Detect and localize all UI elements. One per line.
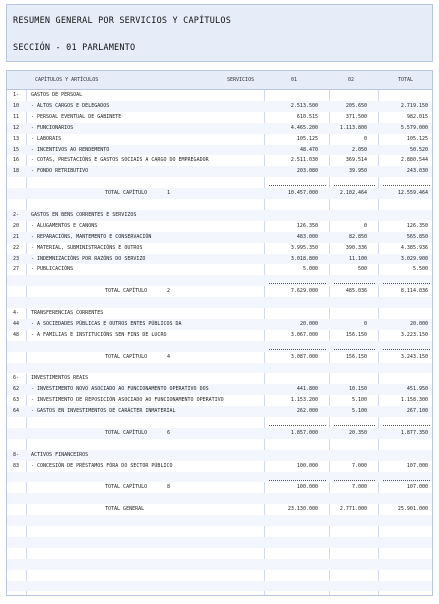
table-header: [7, 71, 432, 90]
dotted-rule: [334, 425, 375, 426]
empty-row: [7, 581, 432, 592]
chapter-number: 6: [167, 429, 171, 436]
value-total: 5.579.000: [400, 124, 428, 131]
value-col-02: 205.650: [345, 102, 367, 109]
chapter-number: 8: [167, 484, 171, 491]
value-total: 3.223.150: [400, 331, 428, 338]
row-description: - FUNCIONARIOS: [31, 124, 74, 131]
row-code: 12: [13, 124, 20, 131]
dotted-rule: [334, 283, 375, 284]
value-col-02: 7.000: [351, 462, 367, 469]
value-col-01: 3.087.000: [290, 353, 318, 360]
row-description: TRANSFERENCIAS CORRENTES: [31, 310, 104, 316]
row-description: ACTIVOS FINANCEIROS: [31, 451, 89, 458]
table-row: [7, 450, 432, 461]
dotted-rule: [383, 185, 430, 186]
value-col-01: 100.000: [296, 484, 318, 491]
dotted-rule: [383, 425, 430, 426]
table-row: [7, 155, 432, 166]
empty-row: [7, 570, 432, 581]
empty-row: [7, 515, 432, 526]
section-title: SECCIÓN - 01 PARLAMENTO: [13, 43, 136, 53]
value-col-02: 20.350: [348, 429, 367, 436]
row-description: - GASTOS EN INVESTIMENTOS DE CARÁCTER INMATERIAL: [31, 408, 176, 415]
empty-row: [7, 548, 432, 559]
row-code: 83: [13, 462, 20, 469]
value-col-02: 39.950: [348, 168, 367, 175]
value-col-01: 48.470: [299, 146, 318, 153]
row-description: - ALTOS CARGOS E DELEGADOS: [31, 102, 110, 109]
value-col-01: 441.800: [296, 386, 318, 393]
row-description: - REPARACIÓNS, MANTEMENTO E CONSERVACIÓN: [31, 233, 152, 240]
value-col-02: 0: [363, 320, 367, 327]
value-total: 982.015: [406, 113, 428, 120]
value-col-01: 1.857.000: [290, 429, 318, 436]
total-label: TOTAL CAPÍTULO: [105, 353, 148, 360]
row-description: - CONCESIÓN DE PRÉSTAMOS FÓRA DO SECTOR PÚBLICO: [31, 462, 173, 469]
row-description: - INCENTIVOS AO RENDEMENTO: [31, 146, 110, 153]
row-code: 1-: [13, 92, 20, 98]
row-code: 44: [13, 320, 20, 327]
subtotal-separator: [7, 341, 432, 352]
header-col-02: 02: [348, 77, 355, 83]
row-code: 62: [13, 386, 20, 393]
dotted-rule: [269, 480, 326, 481]
value-total: 4.385.936: [400, 244, 428, 251]
value-col-01: 3.018.800: [290, 255, 318, 262]
value-col-01: 10.457.000: [287, 190, 318, 197]
total-label: TOTAL CAPÍTULO: [105, 288, 148, 295]
value-total: 126.350: [406, 222, 428, 229]
value-total: 2.719.150: [400, 102, 428, 109]
value-total: 20.000: [409, 320, 428, 327]
table-row: [7, 90, 432, 101]
value-col-01: 2.513.500: [290, 102, 318, 109]
row-code: 23: [13, 255, 20, 262]
header-capitulos: CAPÍTULOS Y ARTÍCULOS: [35, 77, 99, 83]
row-code: 18: [13, 168, 20, 175]
row-description: - A FAMILIAS E INSTITUCIÓNS SEN FINS DE LUCRO: [31, 331, 167, 338]
row-code: 16: [13, 157, 20, 164]
row-code: 2-: [13, 211, 20, 218]
value-col-01: 2.511.030: [290, 157, 318, 164]
row-code: 10: [13, 102, 20, 109]
table-row: [7, 210, 432, 221]
empty-row: [7, 537, 432, 548]
total-label: TOTAL CAPÍTULO: [105, 429, 148, 436]
value-col-01: 610.515: [296, 113, 318, 120]
value-total: 1.158.300: [400, 397, 428, 404]
dotted-rule: [269, 425, 326, 426]
value-col-02: 156.150: [345, 331, 367, 338]
report-header: [6, 4, 433, 62]
value-col-01: 3.067.000: [290, 331, 318, 338]
table-row: [7, 330, 432, 341]
value-col-02: 0: [363, 135, 367, 142]
dotted-rule: [334, 349, 375, 350]
table-row: [7, 101, 432, 112]
table-row: [7, 264, 432, 275]
value-col-02: 371.500: [345, 113, 367, 120]
value-col-01: 483.000: [296, 233, 318, 240]
table-row: [7, 308, 432, 319]
row-description: - MATERIAL, SUBMINISTRACIÓNS E OUTROS: [31, 244, 143, 251]
total-row: [7, 428, 432, 439]
total-row: [7, 482, 432, 493]
value-col-02: 11.100: [348, 255, 367, 262]
value-col-01: 1.153.200: [290, 397, 318, 404]
row-description: - FONDO RETRIBUTIVO: [31, 168, 89, 175]
value-col-02: 485.036: [345, 288, 367, 295]
value-col-01: 23.130.000: [287, 506, 318, 513]
row-code: 64: [13, 408, 20, 415]
table-row: [7, 319, 432, 330]
row-code: 20: [13, 222, 20, 229]
row-code: 48: [13, 331, 20, 338]
value-total: 107.000: [406, 484, 428, 491]
budget-table: [6, 70, 433, 596]
empty-row: [7, 526, 432, 537]
row-code: 13: [13, 135, 20, 142]
table-row: [7, 373, 432, 384]
table-row: [7, 254, 432, 265]
total-label: TOTAL CAPÍTULO: [105, 190, 148, 197]
value-total: 451.950: [406, 386, 428, 393]
report-title: RESUMEN GENERAL POR SERVICIOS Y CAPÍTULOS: [13, 16, 232, 26]
empty-row: [7, 591, 432, 596]
value-col-02: 2.102.464: [339, 190, 367, 197]
value-col-02: 10.150: [348, 386, 367, 393]
row-description: - INVESTIMENTO NOVO ASOCIADO AO FUNCIONAMENTO OPERATIVO DOS: [31, 386, 209, 393]
value-col-02: 2.771.000: [339, 506, 367, 513]
value-total: 3.029.900: [400, 255, 428, 262]
row-description: - PUBLICACIÓNS: [31, 266, 74, 273]
total-row: [7, 188, 432, 199]
value-col-02: 369.514: [345, 157, 367, 164]
value-col-01: 5.000: [302, 266, 318, 273]
dotted-rule: [383, 283, 430, 284]
value-col-02: 0: [363, 222, 367, 229]
row-code: 11: [13, 113, 20, 120]
value-total: 3.243.150: [400, 353, 428, 360]
row-description: - ALUGAMENTOS E CANONS: [31, 222, 98, 229]
dotted-rule: [334, 185, 375, 186]
value-col-02: 5.100: [351, 397, 367, 404]
dotted-rule: [269, 349, 326, 350]
subtotal-separator: [7, 177, 432, 188]
table-row: [7, 395, 432, 406]
table-row: [7, 243, 432, 254]
value-col-02: 7.000: [351, 484, 367, 491]
total-row: [7, 352, 432, 363]
value-col-02: 2.050: [351, 146, 367, 153]
row-code: 22: [13, 244, 20, 251]
subtotal-separator: [7, 472, 432, 483]
row-code: 6-: [13, 375, 20, 382]
value-total: 107.000: [406, 462, 428, 469]
empty-row: [7, 297, 432, 308]
value-col-02: 500: [357, 266, 367, 273]
row-code: 15: [13, 146, 20, 153]
table-row: [7, 166, 432, 177]
value-col-02: 5.100: [351, 408, 367, 415]
value-total: 2.880.544: [400, 157, 428, 164]
value-total: 50.520: [409, 146, 428, 153]
value-col-02: 156.150: [345, 353, 367, 360]
value-col-01: 105.125: [296, 135, 318, 142]
row-description: - A SOCIEDADES PÚBLICAS E OUTROS ENTES PÚBLICOS DA: [31, 320, 182, 327]
chapter-number: 1: [167, 190, 171, 197]
value-col-01: 3.995.350: [290, 244, 318, 251]
value-col-01: 262.000: [296, 408, 318, 415]
total-label: TOTAL GENERAL: [105, 506, 145, 513]
value-col-02: 1.113.800: [339, 124, 367, 131]
row-code: 4-: [13, 310, 20, 316]
value-col-01: 203.080: [296, 168, 318, 175]
empty-row: [7, 559, 432, 570]
value-col-01: 20.000: [299, 320, 318, 327]
row-description: - LABORAIS: [31, 135, 62, 142]
value-total: 105.125: [406, 135, 428, 142]
total-row: [7, 504, 432, 515]
table-row: [7, 232, 432, 243]
value-total: 12.559.464: [397, 190, 428, 197]
empty-row: [7, 363, 432, 374]
row-description: - INVESTIMENTO DE REPOSICIÓN ASOCIADO AO FUNCIONAMENTO OPERATIVO: [31, 397, 224, 404]
empty-row: [7, 199, 432, 210]
value-col-01: 100.000: [296, 462, 318, 469]
subtotal-separator: [7, 417, 432, 428]
table-row: [7, 112, 432, 123]
value-col-02: 390.336: [345, 244, 367, 251]
table-row: [7, 384, 432, 395]
row-description: GASTOS DE PERSOAL: [31, 92, 83, 98]
dotted-rule: [383, 480, 430, 481]
table-row: [7, 461, 432, 472]
total-label: TOTAL CAPÍTULO: [105, 484, 148, 491]
header-total: TOTAL: [398, 77, 414, 83]
value-col-02: 82.850: [348, 233, 367, 240]
dotted-rule: [269, 185, 326, 186]
chapter-number: 2: [167, 288, 171, 295]
header-servicios: SERVICIOS: [227, 77, 255, 83]
row-code: 8-: [13, 451, 20, 458]
total-row: [7, 286, 432, 297]
dotted-rule: [269, 283, 326, 284]
row-description: INVESTIMENTOS REAIS: [31, 375, 89, 382]
row-code: 21: [13, 233, 20, 240]
row-code: 63: [13, 397, 20, 404]
value-total: 25.901.000: [397, 506, 428, 513]
value-total: 267.100: [406, 408, 428, 415]
value-total: 5.500: [412, 266, 428, 273]
row-description: GASTOS EN BENS CORRENTES E SERVIZOS: [31, 211, 137, 218]
empty-row: [7, 493, 432, 504]
value-col-01: 7.629.000: [290, 288, 318, 295]
table-row: [7, 406, 432, 417]
dotted-rule: [383, 349, 430, 350]
chapter-number: 4: [167, 353, 171, 360]
row-code: 27: [13, 266, 20, 273]
table-row: [7, 123, 432, 134]
dotted-rule: [334, 480, 375, 481]
value-col-01: 4.465.200: [290, 124, 318, 131]
value-col-01: 126.350: [296, 222, 318, 229]
row-description: - PERSOAL EVENTUAL DE GABINETE: [31, 113, 122, 120]
table-row: [7, 134, 432, 145]
value-total: 8.114.036: [400, 288, 428, 295]
row-description: - INDEMNIZACIÓNS POR RAZÓNS DO SERVIZO: [31, 255, 146, 262]
table-row: [7, 221, 432, 232]
value-total: 243.030: [406, 168, 428, 175]
table-row: [7, 145, 432, 156]
subtotal-separator: [7, 275, 432, 286]
empty-row: [7, 439, 432, 450]
value-total: 565.850: [406, 233, 428, 240]
header-col-01: 01: [291, 77, 298, 83]
value-total: 1.877.350: [400, 429, 428, 436]
row-description: - COTAS, PRESTACIÓNS E GASTOS SOCIAIS A CARGO DO EMPREGADOR: [31, 157, 209, 164]
